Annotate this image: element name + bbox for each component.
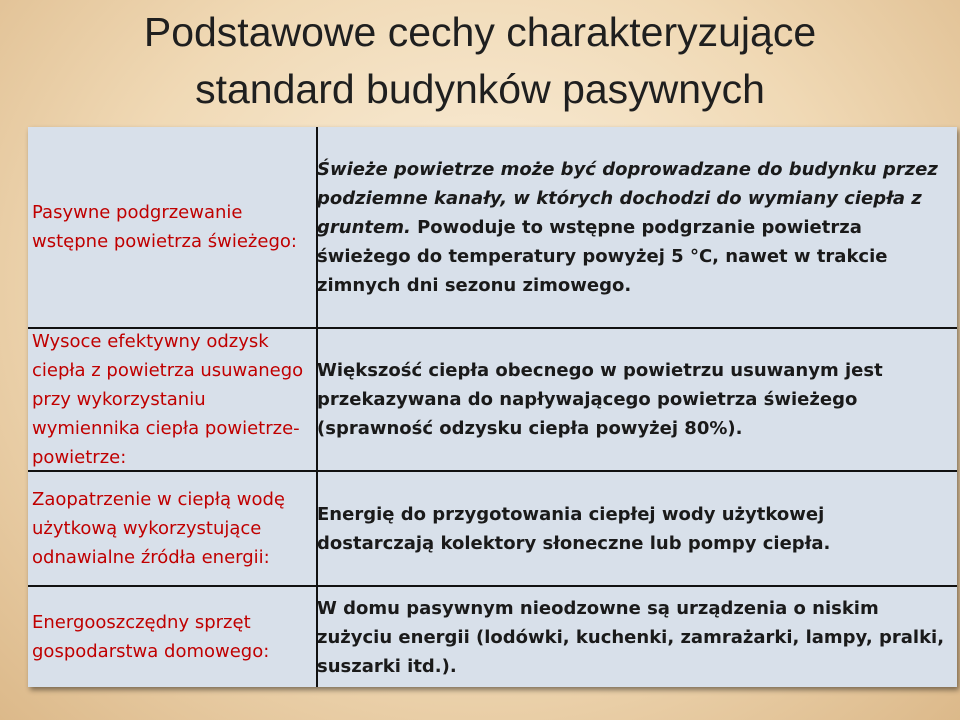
row-description-rest: Powoduje to wstępne podgrzanie powietrza świeżego do temperatury powyżej 5 °C, nawet w trakcie zimnych dni sezonu zimowego. [317,216,888,296]
table-row-heat-recovery [28,327,957,470]
row-description-italic: Świeże powietrze może być doprowadzane do budynku przez podziemne kanały, w których dochodzi do wymiany ciepła z gruntem. [317,158,938,238]
row-label-cell [28,329,318,470]
row-description: Większość ciepła obecnego w powietrzu usuwanym jest przekazywana do napływającego powietrza świeżego (sprawność odzysku ciepła powyżej 80%). [317,360,883,439]
slide-title-line-2: standard budynków pasywnych [195,66,765,112]
row-label: Zaopatrzenie w ciepłą wodę użytkową wykorzystujące odnawialne źródła energii: [32,489,285,568]
row-label-cell [28,127,318,327]
row-label: Energooszczędny sprzęt gospodarstwa domowego: [32,612,270,662]
table-row-preheating [28,127,957,327]
row-label-cell [28,587,318,687]
table-row-appliances [28,585,957,687]
row-description-cell [318,127,957,327]
row-label: Pasywne podgrzewanie wstępne powietrza świeżego: [32,202,297,252]
row-description-cell [318,587,957,687]
row-label: Wysoce efektywny odzysk ciepła z powietrza usuwanego przy wykorzystaniu wymiennika ciepła powietrze-powietrze: [32,331,304,468]
features-table [28,127,957,687]
row-description [317,155,947,300]
row-description: Energię do przygotowania ciepłej wody użytkowej dostarczają kolektory słoneczne lub pompy ciepła. [317,503,831,554]
table-row-hot-water [28,470,957,585]
row-description-cell [318,329,957,470]
row-description-cell [318,472,957,585]
slide-title [0,4,960,118]
slide-title-line-1: Podstawowe cechy charakteryzujące [143,9,817,55]
row-label-cell [28,472,318,585]
row-description: W domu pasywnym nieodzowne są urządzenia o niskim zużyciu energii (lodówki, kuchenki, zamrażarki, lampy, pralki, suszarki itd.). [317,597,945,677]
